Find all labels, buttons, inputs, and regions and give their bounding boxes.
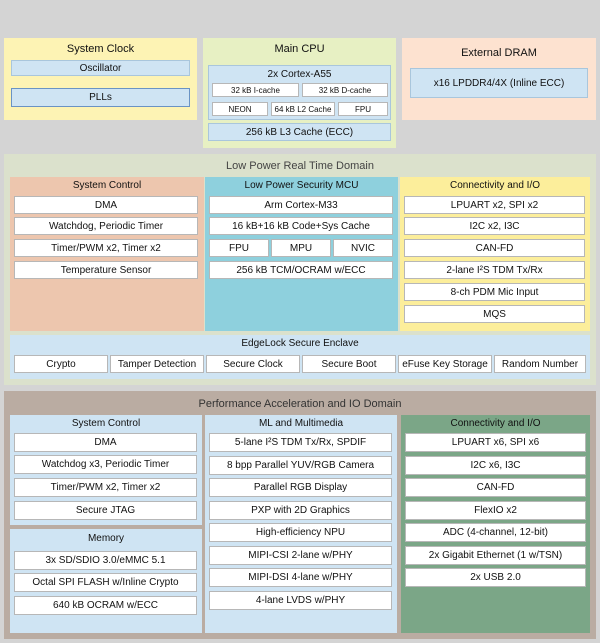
perf-watchdog-block: Watchdog x3, Periodic Timer [14, 455, 197, 474]
plls-block: PLLs [11, 88, 190, 107]
l2-cache-block: 64 kB L2 Cache [271, 102, 335, 116]
lp-watchdog-block: Watchdog, Periodic Timer [14, 217, 198, 235]
fpu-block: FPU [338, 102, 388, 116]
secure-jtag-block: Secure JTAG [14, 501, 197, 520]
m33-nvic-block: NVIC [333, 239, 393, 257]
performance-domain-title: Performance Acceleration and IO Domain [198, 398, 402, 410]
random-number-block: Random Number [494, 355, 586, 373]
i2s-spdif-block: 5-lane I²S TDM Tx/Rx, SPDIF [209, 433, 392, 452]
system-clock-title: System Clock [66, 43, 135, 55]
lp-connectivity-title: Connectivity and I/O [449, 180, 541, 191]
cortex-a55-label: 2x Cortex-A55 [267, 69, 332, 80]
perf-dma-block: DMA [14, 433, 197, 452]
parallel-display-block: Parallel RGB Display [209, 478, 392, 497]
sdio-block: 3x SD/SDIO 3.0/eMMC 5.1 [14, 551, 197, 570]
main-cpu-panel [203, 38, 396, 148]
perf-lpuart-block: LPUART x6, SPI x6 [405, 433, 586, 452]
lp-lpuart-block: LPUART x2, SPI x2 [404, 196, 585, 214]
lp-i2s-block: 2-lane I²S TDM Tx/Rx [404, 261, 585, 279]
memory-panel [10, 529, 202, 633]
ml-multimedia-title: ML and Multimedia [258, 418, 344, 429]
icache-block: 32 kB I-cache [212, 83, 299, 97]
tamper-detection-block: Tamper Detection [110, 355, 204, 373]
usb-block: 2x USB 2.0 [405, 568, 586, 587]
perf-connectivity-panel [401, 415, 590, 633]
lp-i2c-block: I2C x2, I3C [404, 217, 585, 235]
mipi-dsi-block: MIPI-DSI 4-lane w/PHY [209, 568, 392, 587]
octal-spi-block: Octal SPI FLASH w/Inline Crypto [14, 573, 197, 592]
system-clock-panel [4, 38, 197, 120]
mipi-csi-block: MIPI-CSI 2-lane w/PHY [209, 546, 392, 565]
m33-mpu-block: MPU [271, 239, 331, 257]
lp-system-control-title: System Control [72, 180, 142, 191]
main-cpu-title: Main CPU [274, 43, 325, 55]
lp-timer-block: Timer/PWM x2, Timer x2 [14, 239, 198, 257]
security-mcu-panel [205, 177, 398, 331]
secure-boot-block: Secure Boot [302, 355, 396, 373]
low-power-domain-panel [4, 154, 596, 385]
oscillator-block: Oscillator [11, 60, 190, 76]
lvds-block: 4-lane LVDS w/PHY [209, 591, 392, 610]
lp-pdm-block: 8-ch PDM Mic Input [404, 283, 585, 301]
lp-temperature-sensor-block: Temperature Sensor [14, 261, 198, 279]
m33-cache-block: 16 kB+16 kB Code+Sys Cache [209, 217, 393, 235]
dcache-block: 32 kB D-cache [302, 83, 388, 97]
adc-block: ADC (4-channel, 12-bit) [405, 523, 586, 542]
crypto-block: Crypto [14, 355, 108, 373]
efuse-key-storage-block: eFuse Key Storage [398, 355, 492, 373]
lpddr-block: x16 LPDDR4/4X (Inline ECC) [410, 68, 588, 98]
l3-cache-block: 256 kB L3 Cache (ECC) [208, 123, 391, 141]
perf-canfd-block: CAN-FD [405, 478, 586, 497]
cortex-a55-cluster [208, 65, 391, 120]
perf-system-control-panel [10, 415, 202, 525]
cortex-m33-block: Arm Cortex-M33 [209, 196, 393, 214]
pxp-block: PXP with 2D Graphics [209, 501, 392, 520]
lp-mqs-block: MQS [404, 305, 585, 323]
perf-timer-block: Timer/PWM x2, Timer x2 [14, 478, 197, 497]
memory-title: Memory [87, 533, 125, 544]
security-mcu-title: Low Power Security MCU [244, 180, 359, 191]
perf-connectivity-title: Connectivity and I/O [450, 418, 541, 429]
perf-system-control-title: System Control [71, 418, 141, 429]
neon-block: NEON [212, 102, 268, 116]
lp-connectivity-panel [400, 177, 590, 331]
m33-fpu-block: FPU [209, 239, 269, 257]
lp-system-control-panel [10, 177, 204, 331]
flexio-block: FlexIO x2 [405, 501, 586, 520]
m33-tcm-block: 256 kB TCM/OCRAM w/ECC [209, 261, 393, 279]
external-dram-panel [402, 38, 596, 120]
perf-i2c-block: I2C x6, I3C [405, 456, 586, 475]
ml-multimedia-panel [205, 415, 397, 633]
parallel-camera-block: 8 bpp Parallel YUV/RGB Camera [209, 456, 392, 475]
external-dram-title: External DRAM [461, 47, 537, 59]
npu-block: High-efficiency NPU [209, 523, 392, 542]
edgelock-panel [10, 335, 590, 379]
lp-dma-block: DMA [14, 196, 198, 214]
lp-canfd-block: CAN-FD [404, 239, 585, 257]
low-power-domain-title: Low Power Real Time Domain [226, 160, 374, 172]
secure-clock-block: Secure Clock [206, 355, 300, 373]
ocram-block: 640 kB OCRAM w/ECC [14, 596, 197, 615]
edgelock-title: EdgeLock Secure Enclave [241, 338, 359, 349]
ethernet-block: 2x Gigabit Ethernet (1 w/TSN) [405, 546, 586, 565]
performance-domain-panel [4, 391, 596, 639]
